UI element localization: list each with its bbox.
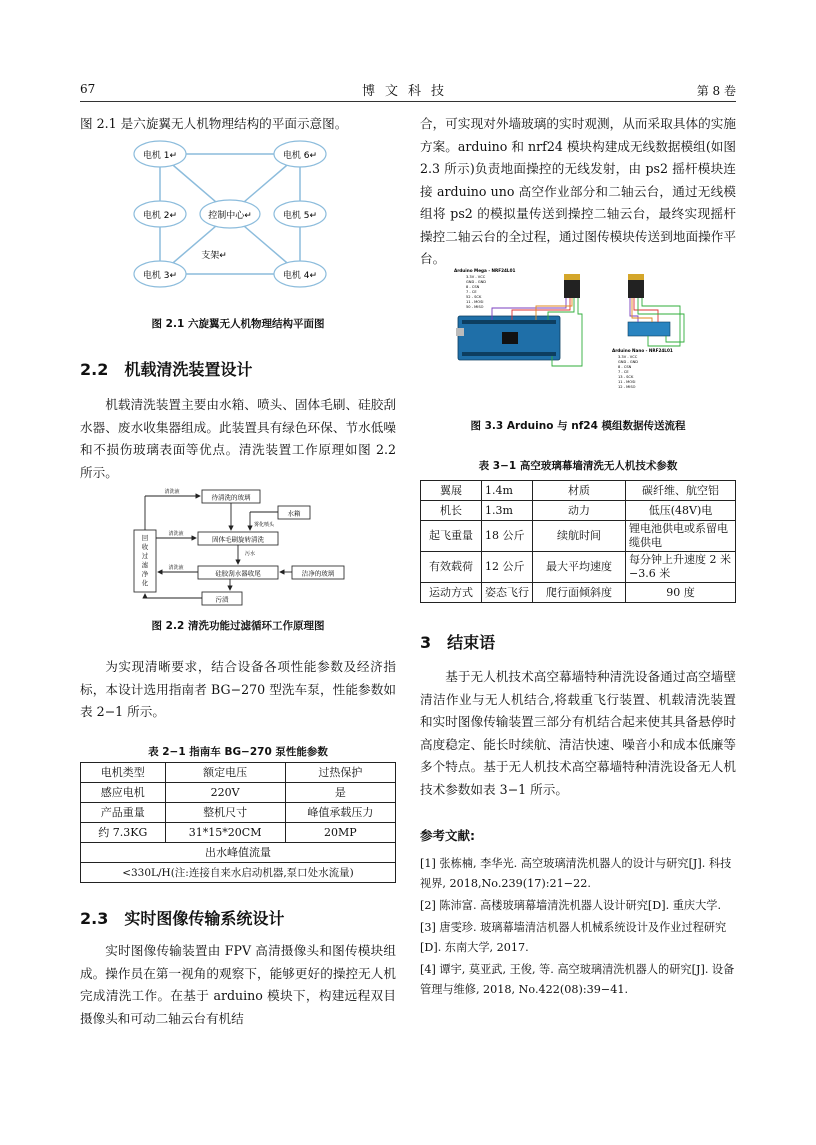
motor-3-label: 电机 3↵ — [142, 271, 178, 281]
pin-label: 3.3V - VCC — [466, 275, 486, 279]
section-2-3-paragraph: 实时图像传输装置由 FPV 高清摄像头和图传模块组成。操作员在第一视角的观察下，能够更好的操控无人机完成清洗工作。在基于 arduino 模块下，构建远程双目摄像头和可动二轴云台有机结 — [80, 943, 396, 1026]
pin-label: 8 - CSN — [466, 285, 480, 289]
table-cell: 1.3m — [482, 501, 533, 521]
section-2-3-title: 2.3 实时图像传输系统设计 — [80, 909, 285, 928]
table21-caption: 表 2−1 指南车 BG−270 泵性能参数 — [148, 746, 328, 758]
table-row — [421, 521, 736, 552]
glass-to-clean-label: 待清洗的玻璃 — [211, 493, 251, 502]
pin-label: GND - GND — [618, 360, 639, 364]
fig22-caption: 图 2.2 清洗功能过滤循环工作原理图 — [151, 620, 325, 632]
table-cell: 18 公斤 — [482, 521, 533, 552]
header-rule — [80, 101, 736, 102]
mega-title: Arduino Mega - NRF24L01 — [454, 268, 516, 273]
table-cell: 碳纤维、航空铝 — [626, 481, 736, 501]
table-row — [421, 501, 736, 521]
references-heading: 参考文献: — [420, 828, 475, 843]
arrow-label-dirty: 清洗液 — [168, 565, 184, 571]
table-cell: 起飞重量 — [421, 521, 482, 552]
recycle-filter-label: 回收过滤净化 — [141, 534, 149, 587]
arrow-label-waste: 污水 — [244, 551, 256, 557]
reference-item: [4] 谭宇, 莫亚武, 王俊, 等. 高空玻璃清洗机器人的研究[J]. 设备管理与维修, 2018, No.422(08):39−41. — [420, 963, 735, 996]
table-row — [421, 481, 736, 501]
reference-item: [3] 唐雯珍. 玻璃幕墙清洁机器人机械系统设计及作业过程研究[D]. 东南大学, 2017. — [420, 921, 727, 954]
nano-title: Arduino Nano - NRF24L01 — [612, 348, 673, 353]
table-cell: 感应电机 — [81, 783, 166, 803]
left-column — [80, 113, 396, 136]
spray-nozzle-label: 雾化喷头 — [253, 522, 275, 528]
table-row — [81, 843, 396, 863]
reference-item: [2] 陈沛富. 高楼玻璃幕墙清洗机器人设计研究[D]. 重庆大学. — [420, 899, 722, 912]
table-cell: 峰值承载压力 — [285, 803, 395, 823]
motor-1-label: 电机 1↵ — [142, 151, 178, 161]
table-row — [81, 763, 396, 783]
pin-label: 12 - MISO — [618, 385, 636, 389]
table-cell: 姿态飞行 — [482, 583, 533, 603]
pin-label: 11 - MOSI — [618, 380, 636, 384]
pin-label: 13 - SCK — [618, 375, 634, 379]
table31-caption: 表 3−1 高空玻璃幕墙清洗无人机技术参数 — [478, 460, 678, 472]
table-row — [81, 783, 396, 803]
table-cell: 动力 — [533, 501, 626, 521]
brush-label: 固体毛刷旋转清洗 — [212, 535, 264, 544]
wiper-label: 硅胶刮水器收尾 — [215, 569, 261, 578]
table-cell: <330L/H(注:连接自来水启动机器,泵口处水流量) — [81, 863, 396, 883]
bracket-label: 支架↵ — [201, 251, 227, 261]
pin-label: 11 - MOSI — [466, 300, 484, 304]
table-row — [81, 863, 396, 883]
table-cell: 是 — [285, 783, 395, 803]
section-2-2-title: 2.2 机载清洗装置设计 — [80, 360, 253, 379]
table-cell: 220V — [165, 783, 285, 803]
pump-paragraph: 为实现清晰要求，结合设备各项性能参数及经济指标，本设计选用指南者 BG−270 型洗车泵，性能参数如表 2−1 所示。 — [80, 659, 396, 719]
arduino-nano-board — [628, 322, 670, 336]
journal-name: 博文科技 — [361, 84, 454, 99]
section-2-2-paragraph: 机载清洗装置主要由水箱、喷头、固体毛刷、硅胶刮水器、废水收集器组成。此装置具有绿色环保、节水低噪和不损伤玻璃表面等优点。清洗装置工作原理如图 2.2 所示。 — [80, 397, 396, 480]
table-cell: 90 度 — [626, 583, 736, 603]
fig33-diagram — [452, 266, 692, 389]
table-cell: 最大平均速度 — [533, 552, 626, 583]
motor-2-label: 电机 2↵ — [142, 211, 178, 221]
pin-label: 52 - SCK — [466, 295, 482, 299]
fig22-diagram — [130, 486, 360, 612]
table-cell: 出水峰值流量 — [81, 843, 396, 863]
table-cell: 机长 — [421, 501, 482, 521]
table-row — [421, 552, 736, 583]
water-tank-label: 水箱 — [287, 509, 301, 518]
table-cell: 产品重量 — [81, 803, 166, 823]
table-cell: 12 公斤 — [482, 552, 533, 583]
pin-label: 50 - MISO — [466, 305, 484, 309]
table-cell: 电机类型 — [81, 763, 166, 783]
table-cell: 续航时间 — [533, 521, 626, 552]
clean-glass-label: 洁净的玻璃 — [301, 569, 335, 578]
fig21-diagram — [130, 136, 340, 291]
table-row — [81, 803, 396, 823]
control-center-label: 控制中心↵ — [208, 211, 252, 221]
table-row — [421, 583, 736, 603]
nano-pin-list — [618, 355, 638, 389]
table-cell: 20MP — [285, 823, 395, 843]
page-number: 67 — [80, 82, 96, 96]
references — [420, 826, 736, 1002]
mega-pin-list — [466, 275, 486, 309]
table-cell: 整机尺寸 — [165, 803, 285, 823]
right-paragraph-1: 合，可实现对外墙玻璃的实时观测，从而采取具体的实施方案。arduino 和 nrf24 模块构建成无线数据模组(如图 2.3 所示)负责地面操控的无线发射，由 ps2 摇杆模块连接 arduino uno 高空作业部分和二轴云台，通过无线模组将 ps2 的模拟量传送到操控二轴云台，最终实现摇杆操控二轴云台的全过程，通过图传模块传送到地面操作平台。 — [420, 116, 736, 266]
table-cell: 过热保护 — [285, 763, 395, 783]
motor-4-label: 电机 4↵ — [282, 271, 318, 281]
table31 — [420, 480, 736, 603]
table21 — [80, 762, 396, 883]
fig33-caption: 图 3.3 Arduino 与 nf24 模组数据传送流程 — [470, 420, 686, 432]
fig21-intro: 图 2.1 是六旋翼无人机物理结构的平面示意图。 — [80, 116, 348, 131]
table-cell: 31*15*20CM — [165, 823, 285, 843]
arrow-label-water: 清洗液 — [168, 531, 184, 537]
pin-label: 3.3V - VCC — [618, 355, 638, 359]
table-cell: 低压(48V)电 — [626, 501, 736, 521]
reference-item: [1] 张栋楠, 李华光. 高空玻璃清洗机器人的设计与研究[J]. 科技视界, 2018,No.239(17):21−22. — [420, 857, 732, 890]
section-3-title: 3 结束语 — [420, 633, 496, 652]
pin-label: 8 - CSN — [618, 365, 632, 369]
pin-label: GND - GND — [466, 280, 487, 284]
table-cell: 运动方式 — [421, 583, 482, 603]
motor-5-label: 电机 5↵ — [282, 211, 318, 221]
table-cell: 额定电压 — [165, 763, 285, 783]
pin-label: 7 - CE — [618, 370, 629, 374]
running-header — [80, 80, 736, 102]
table-cell: 每分钟上升速度 2 米−3.6 米 — [626, 552, 736, 583]
volume-label: 第 8 卷 — [696, 84, 736, 98]
table-cell: 有效载荷 — [421, 552, 482, 583]
fig21-caption: 图 2.1 六旋翼无人机物理结构平面图 — [151, 318, 325, 330]
motor-6-label: 电机 6↵ — [282, 151, 318, 161]
table-cell: 1.4m — [482, 481, 533, 501]
pin-label: 7 - CE — [466, 290, 477, 294]
table-cell: 爬行面倾斜度 — [533, 583, 626, 603]
table-cell: 材质 — [533, 481, 626, 501]
section-3-paragraph: 基于无人机技术高空幕墙特种清洗设备通过高空墙壁清洁作业与无人机结合,将载重飞行装置、机载清洗装置和实时图像传输装置三部分有机结合起来使其具备悬停时高度稳定、能长时续航、清洁快速、噪音小和成本低廉等多个特点。基于无人机技术高空幕墙特种清洗设备无人机技术参数如表 3−1 所示。 — [420, 669, 736, 797]
sewage-label: 污渍 — [215, 595, 229, 604]
table-cell: 锂电池供电或系留电缆供电 — [626, 521, 736, 552]
table-cell: 翼展 — [421, 481, 482, 501]
table-cell: 约 7.3KG — [81, 823, 166, 843]
arrow-label-clean: 清洗液 — [164, 489, 180, 495]
table-row — [81, 823, 396, 843]
